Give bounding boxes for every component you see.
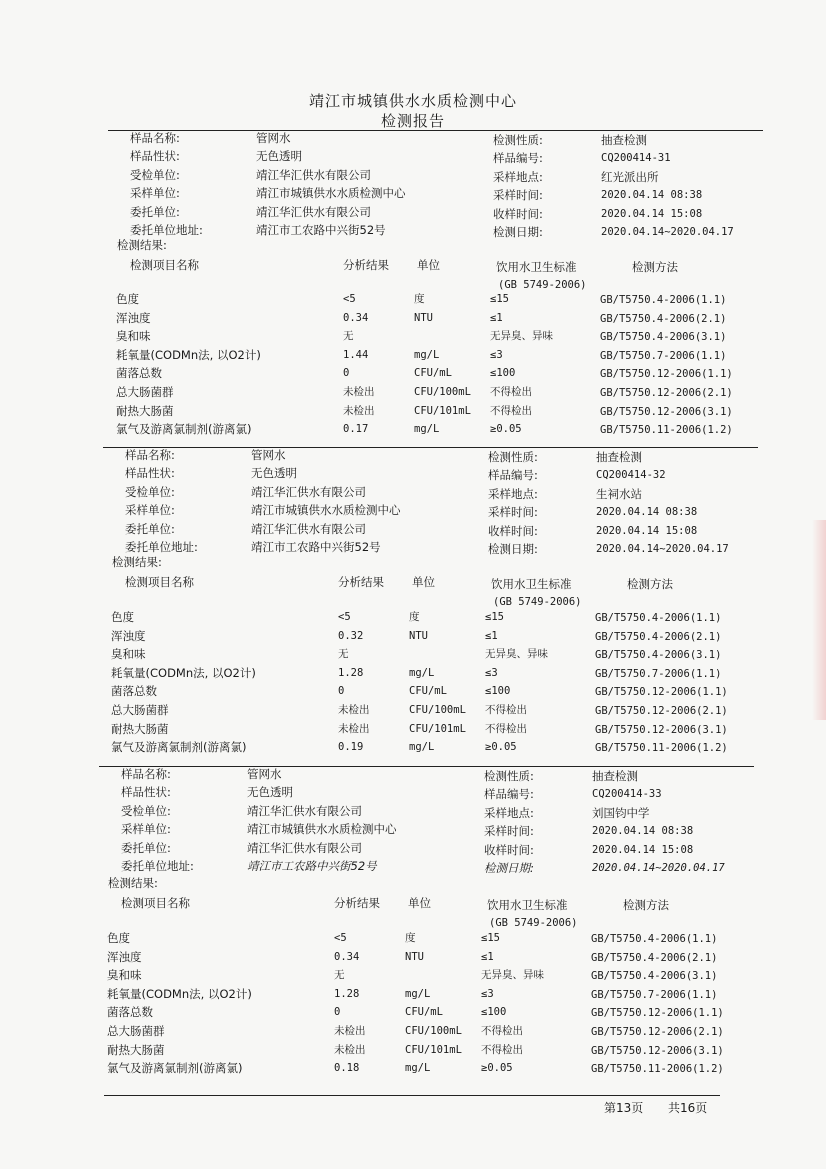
value-sample-name: 管网水 <box>256 131 291 145</box>
label-sampling-time: 采样时间: <box>493 188 543 203</box>
cell-item: 浑浊度 <box>111 628 146 643</box>
cell-item: 浑浊度 <box>107 949 142 964</box>
cell-result: <5 <box>334 932 347 944</box>
cell-item: 色度 <box>111 610 134 624</box>
cell-result: 未检出 <box>334 1025 366 1037</box>
value-sampling-time: 2020.04.14 08:38 <box>596 506 698 519</box>
label-sample-name: 样品名称: <box>130 131 180 145</box>
value-sampling-site: 红光派出所 <box>601 169 659 184</box>
cell-item: 臭和味 <box>116 329 151 344</box>
value-test-nature: 抽查检测 <box>601 133 647 147</box>
cell-standard: 不得检出 <box>485 704 527 716</box>
cell-item: 臭和味 <box>111 647 146 662</box>
cell-result: 0.34 <box>334 950 360 963</box>
cell-standard: ≤3 <box>481 987 494 1000</box>
cell-item: 耐热大肠菌 <box>111 721 169 736</box>
label-test-nature: 检测性质: <box>488 450 538 464</box>
value-sampling-time: 2020.04.14 08:38 <box>601 189 703 202</box>
value-entrust-address: 靖江市工农路中兴街52号 <box>251 540 381 554</box>
col-item-header: 检测项目名称 <box>125 575 194 589</box>
cell-item: 总大肠菌群 <box>107 1024 165 1038</box>
value-sample-trait: 无色透明 <box>256 149 302 164</box>
cell-method: GB/T5750.12-2006(3.1) <box>595 723 728 736</box>
value-receive-time: 2020.04.14 15:08 <box>592 843 694 856</box>
label-test-date: 检测日期: <box>493 225 543 239</box>
cell-method: GB/T5750.4-2006(3.1) <box>600 331 727 344</box>
value-test-date: 2020.04.14~2020.04.17 <box>601 226 734 238</box>
cell-result: 未检出 <box>343 386 375 398</box>
paper-stain <box>812 520 826 720</box>
label-sample-trait: 样品性状: <box>121 785 171 800</box>
cell-standard: 无异臭、异味 <box>490 330 553 343</box>
cell-unit: 度 <box>414 293 425 305</box>
col-unit-header: 单位 <box>417 258 440 272</box>
value-sample-no: CQ200414-32 <box>596 469 666 482</box>
cell-item: 耗氧量(CODMn法, 以O2计) <box>116 347 261 362</box>
cell-standard: 不得检出 <box>481 1043 523 1056</box>
cell-result: 0 <box>338 685 345 698</box>
value-sampling-unit: 靖江市城镇供水水质检测中心 <box>256 186 406 201</box>
label-sampling-time: 采样时间: <box>484 824 534 839</box>
label-sampling-unit: 采样单位: <box>121 822 171 837</box>
org-title: 靖江市城镇供水水质检测中心 <box>308 92 517 110</box>
label-sample-trait: 样品性状: <box>125 466 175 481</box>
cell-method: GB/T5750.12-2006(2.1) <box>595 705 728 717</box>
cell-method: GB/T5750.12-2006(3.1) <box>591 1044 724 1057</box>
cell-result: 0 <box>334 1006 341 1019</box>
cell-item: 菌落总数 <box>116 366 162 381</box>
label-sampling-unit: 采样单位: <box>130 186 180 201</box>
cell-unit: mg/L <box>405 987 431 1000</box>
cell-standard: 不得检出 <box>490 386 532 398</box>
cell-item: 耐热大肠菌 <box>116 403 174 418</box>
cell-result: 0.17 <box>343 423 369 436</box>
label-sample-trait: 样品性状: <box>130 149 180 164</box>
label-entrusting-unit: 委托单位: <box>121 840 171 855</box>
results-heading: 检测结果: <box>112 555 162 569</box>
cell-result: 0.18 <box>334 1062 360 1075</box>
col-unit-header: 单位 <box>408 896 431 910</box>
cell-item: 耗氧量(CODMn法, 以O2计) <box>107 986 252 1001</box>
cell-unit: mg/L <box>409 741 435 754</box>
cell-result: 未检出 <box>338 704 370 716</box>
cell-result: <5 <box>338 611 351 623</box>
cell-standard: ≥0.05 <box>485 741 517 754</box>
cell-unit: CFU/100mL <box>414 386 471 398</box>
cell-item: 菌落总数 <box>111 684 157 699</box>
label-sampling-time: 采样时间: <box>488 505 538 520</box>
cell-unit: mg/L <box>414 348 440 361</box>
cell-method: GB/T5750.12-2006(1.1) <box>591 1007 724 1020</box>
results-heading: 检测结果: <box>117 238 167 252</box>
label-inspected-unit: 受检单位: <box>125 484 175 499</box>
cell-standard: 无异臭、异味 <box>485 648 548 661</box>
cell-item: 浑浊度 <box>116 310 151 325</box>
cell-item: 氯气及游离氯制剂(游离氯) <box>111 740 247 755</box>
label-sampling-site: 采样地点: <box>493 169 543 184</box>
cell-method: GB/T5750.12-2006(2.1) <box>591 1026 724 1038</box>
value-inspected-unit: 靖江华汇供水有限公司 <box>256 167 371 182</box>
section-rule <box>103 447 758 448</box>
cell-standard: ≤15 <box>490 293 509 305</box>
cell-result: 无 <box>338 648 349 661</box>
cell-unit: NTU <box>405 950 424 963</box>
value-receive-time: 2020.04.14 15:08 <box>601 207 703 220</box>
cell-standard: ≤15 <box>481 932 500 944</box>
label-sample-no: 样品编号: <box>484 787 534 802</box>
cell-item: 总大肠菌群 <box>111 703 169 717</box>
cell-standard: ≤15 <box>485 611 504 623</box>
cell-result: 未检出 <box>334 1043 366 1056</box>
cell-method: GB/T5750.7-2006(1.1) <box>600 349 727 362</box>
cell-unit: mg/L <box>414 423 440 436</box>
value-entrusting-unit: 靖江华汇供水有限公司 <box>247 840 362 855</box>
cell-result: 1.28 <box>334 987 360 1000</box>
cell-standard: ≤1 <box>481 950 494 963</box>
cell-standard: ≤100 <box>485 685 511 698</box>
label-entrusting-unit: 委托单位: <box>130 204 180 219</box>
cell-result: <5 <box>343 293 356 305</box>
cell-item: 总大肠菌群 <box>116 385 174 399</box>
cell-method: GB/T5750.4-2006(1.1) <box>600 294 727 306</box>
cell-standard: ≤1 <box>490 311 503 324</box>
cell-unit: NTU <box>409 629 428 642</box>
value-receive-time: 2020.04.14 15:08 <box>596 524 698 537</box>
label-entrust-address: 委托单位地址: <box>121 859 194 873</box>
value-sample-no: CQ200414-33 <box>592 788 662 801</box>
cell-unit: CFU/mL <box>409 685 447 698</box>
cell-item: 臭和味 <box>107 968 142 983</box>
col-standard-code: (GB 5749-2006) <box>489 917 578 929</box>
cell-unit: 度 <box>405 932 416 944</box>
cell-method: GB/T5750.12-2006(1.1) <box>600 368 733 381</box>
cell-result: 0.32 <box>338 629 364 642</box>
cell-method: GB/T5750.7-2006(1.1) <box>591 988 718 1001</box>
cell-unit: mg/L <box>409 666 435 679</box>
cell-method: GB/T5750.4-2006(2.1) <box>600 312 727 325</box>
label-sample-no: 样品编号: <box>488 468 538 483</box>
cell-item: 耐热大肠菌 <box>107 1042 165 1057</box>
label-receive-time: 收样时间: <box>484 842 534 857</box>
page-number: 第13页 <box>604 1101 644 1115</box>
cell-method: GB/T5750.4-2006(1.1) <box>591 933 718 945</box>
label-sampling-site: 采样地点: <box>484 805 534 820</box>
label-test-date: 检测日期: <box>484 861 534 875</box>
col-standard-header: 饮用水卫生标准 <box>491 577 572 591</box>
cell-unit: CFU/101mL <box>405 1043 462 1056</box>
col-result-header: 分析结果 <box>338 575 384 589</box>
col-standard-code: (GB 5749-2006) <box>493 596 582 608</box>
cell-method: GB/T5750.12-2006(2.1) <box>600 387 733 399</box>
cell-method: GB/T5750.4-2006(2.1) <box>591 951 718 964</box>
cell-result: 1.44 <box>343 348 369 361</box>
label-test-date: 检测日期: <box>488 542 538 556</box>
cell-result: 0.19 <box>338 741 364 754</box>
value-test-date: 2020.04.14~2020.04.17 <box>596 543 729 555</box>
cell-method: GB/T5750.12-2006(1.1) <box>595 686 728 699</box>
cell-result: 未检出 <box>343 404 375 417</box>
footer-rule <box>104 1095 720 1096</box>
label-sample-name: 样品名称: <box>125 448 175 462</box>
label-sampling-unit: 采样单位: <box>125 503 175 518</box>
cell-standard: ≤100 <box>481 1006 507 1019</box>
cell-result: 未检出 <box>338 722 370 735</box>
doc-title: 检测报告 <box>380 112 445 130</box>
label-receive-time: 收样时间: <box>493 206 543 221</box>
value-sampling-site: 生祠水站 <box>596 486 642 501</box>
cell-method: GB/T5750.12-2006(3.1) <box>600 405 733 418</box>
value-inspected-unit: 靖江华汇供水有限公司 <box>251 484 366 499</box>
col-standard-header: 饮用水卫生标准 <box>487 898 568 912</box>
section-rule <box>108 130 763 131</box>
cell-standard: ≤3 <box>485 666 498 679</box>
cell-unit: 度 <box>409 611 420 623</box>
value-sample-trait: 无色透明 <box>251 466 297 481</box>
value-sampling-site: 刘国钧中学 <box>592 805 650 820</box>
cell-method: GB/T5750.7-2006(1.1) <box>595 667 722 680</box>
cell-standard: ≤3 <box>490 348 503 361</box>
label-entrust-address: 委托单位地址: <box>125 540 198 554</box>
value-sample-name: 管网水 <box>251 448 286 462</box>
label-entrusting-unit: 委托单位: <box>125 521 175 536</box>
value-test-nature: 抽查检测 <box>596 450 642 464</box>
col-standard-header: 饮用水卫生标准 <box>496 260 577 274</box>
cell-standard: 不得检出 <box>490 404 532 417</box>
value-entrust-address: 靖江市工农路中兴街52号 <box>256 223 386 237</box>
value-entrusting-unit: 靖江华汇供水有限公司 <box>256 204 371 219</box>
cell-item: 色度 <box>116 292 139 306</box>
col-unit-header: 单位 <box>412 575 435 589</box>
cell-item: 氯气及游离氯制剂(游离氯) <box>107 1061 243 1076</box>
cell-result: 0.34 <box>343 311 369 324</box>
value-inspected-unit: 靖江华汇供水有限公司 <box>247 803 362 818</box>
value-sample-trait: 无色透明 <box>247 785 293 800</box>
cell-unit: CFU/101mL <box>409 722 466 735</box>
value-entrust-address: 靖江市工农路中兴街52号 <box>247 859 377 873</box>
col-method-header: 检测方法 <box>623 898 669 912</box>
label-inspected-unit: 受检单位: <box>121 803 171 818</box>
cell-unit: CFU/101mL <box>414 404 471 417</box>
cell-method: GB/T5750.4-2006(1.1) <box>595 612 722 624</box>
cell-item: 色度 <box>107 931 130 945</box>
label-sample-name: 样品名称: <box>121 767 171 781</box>
cell-method: GB/T5750.11-2006(1.2) <box>595 742 728 755</box>
label-sample-no: 样品编号: <box>493 151 543 166</box>
value-sampling-unit: 靖江市城镇供水水质检测中心 <box>251 503 401 518</box>
col-item-header: 检测项目名称 <box>130 258 199 272</box>
value-sample-no: CQ200414-31 <box>601 152 671 165</box>
cell-method: GB/T5750.11-2006(1.2) <box>600 424 733 437</box>
value-test-nature: 抽查检测 <box>592 769 638 783</box>
col-standard-code: (GB 5749-2006) <box>498 279 587 291</box>
value-sampling-unit: 靖江市城镇供水水质检测中心 <box>247 822 397 837</box>
page-total: 共16页 <box>668 1101 708 1115</box>
col-method-header: 检测方法 <box>632 260 678 274</box>
cell-unit: CFU/mL <box>414 367 452 380</box>
cell-unit: CFU/mL <box>405 1006 443 1019</box>
col-result-header: 分析结果 <box>343 258 389 272</box>
cell-method: GB/T5750.4-2006(3.1) <box>595 649 722 662</box>
cell-result: 0 <box>343 367 350 380</box>
label-test-nature: 检测性质: <box>493 133 543 147</box>
cell-result: 无 <box>334 969 345 982</box>
cell-unit: mg/L <box>405 1062 431 1075</box>
col-method-header: 检测方法 <box>627 577 673 591</box>
col-result-header: 分析结果 <box>334 896 380 910</box>
cell-method: GB/T5750.4-2006(2.1) <box>595 630 722 643</box>
cell-standard: 不得检出 <box>481 1025 523 1037</box>
label-entrust-address: 委托单位地址: <box>130 223 203 237</box>
value-entrusting-unit: 靖江华汇供水有限公司 <box>251 521 366 536</box>
label-receive-time: 收样时间: <box>488 523 538 538</box>
cell-unit: CFU/100mL <box>405 1025 462 1037</box>
cell-item: 氯气及游离氯制剂(游离氯) <box>116 422 252 437</box>
results-heading: 检测结果: <box>108 876 158 890</box>
cell-item: 菌落总数 <box>107 1005 153 1020</box>
cell-result: 1.28 <box>338 666 364 679</box>
cell-result: 无 <box>343 330 354 343</box>
cell-standard: ≤1 <box>485 629 498 642</box>
cell-standard: ≥0.05 <box>481 1062 513 1075</box>
cell-unit: CFU/100mL <box>409 704 466 716</box>
cell-standard: 不得检出 <box>485 722 527 735</box>
cell-standard: 无异臭、异味 <box>481 969 544 982</box>
cell-item: 耗氧量(CODMn法, 以O2计) <box>111 665 256 680</box>
label-sampling-site: 采样地点: <box>488 486 538 501</box>
label-test-nature: 检测性质: <box>484 769 534 783</box>
section-rule <box>99 766 754 767</box>
value-sampling-time: 2020.04.14 08:38 <box>592 825 694 838</box>
cell-unit: NTU <box>414 311 433 324</box>
cell-method: GB/T5750.4-2006(3.1) <box>591 970 718 983</box>
cell-standard: ≥0.05 <box>490 423 522 436</box>
col-item-header: 检测项目名称 <box>121 896 190 910</box>
cell-method: GB/T5750.11-2006(1.2) <box>591 1063 724 1076</box>
value-sample-name: 管网水 <box>247 767 282 781</box>
cell-standard: ≤100 <box>490 367 516 380</box>
value-test-date: 2020.04.14~2020.04.17 <box>592 862 725 874</box>
label-inspected-unit: 受检单位: <box>130 167 180 182</box>
